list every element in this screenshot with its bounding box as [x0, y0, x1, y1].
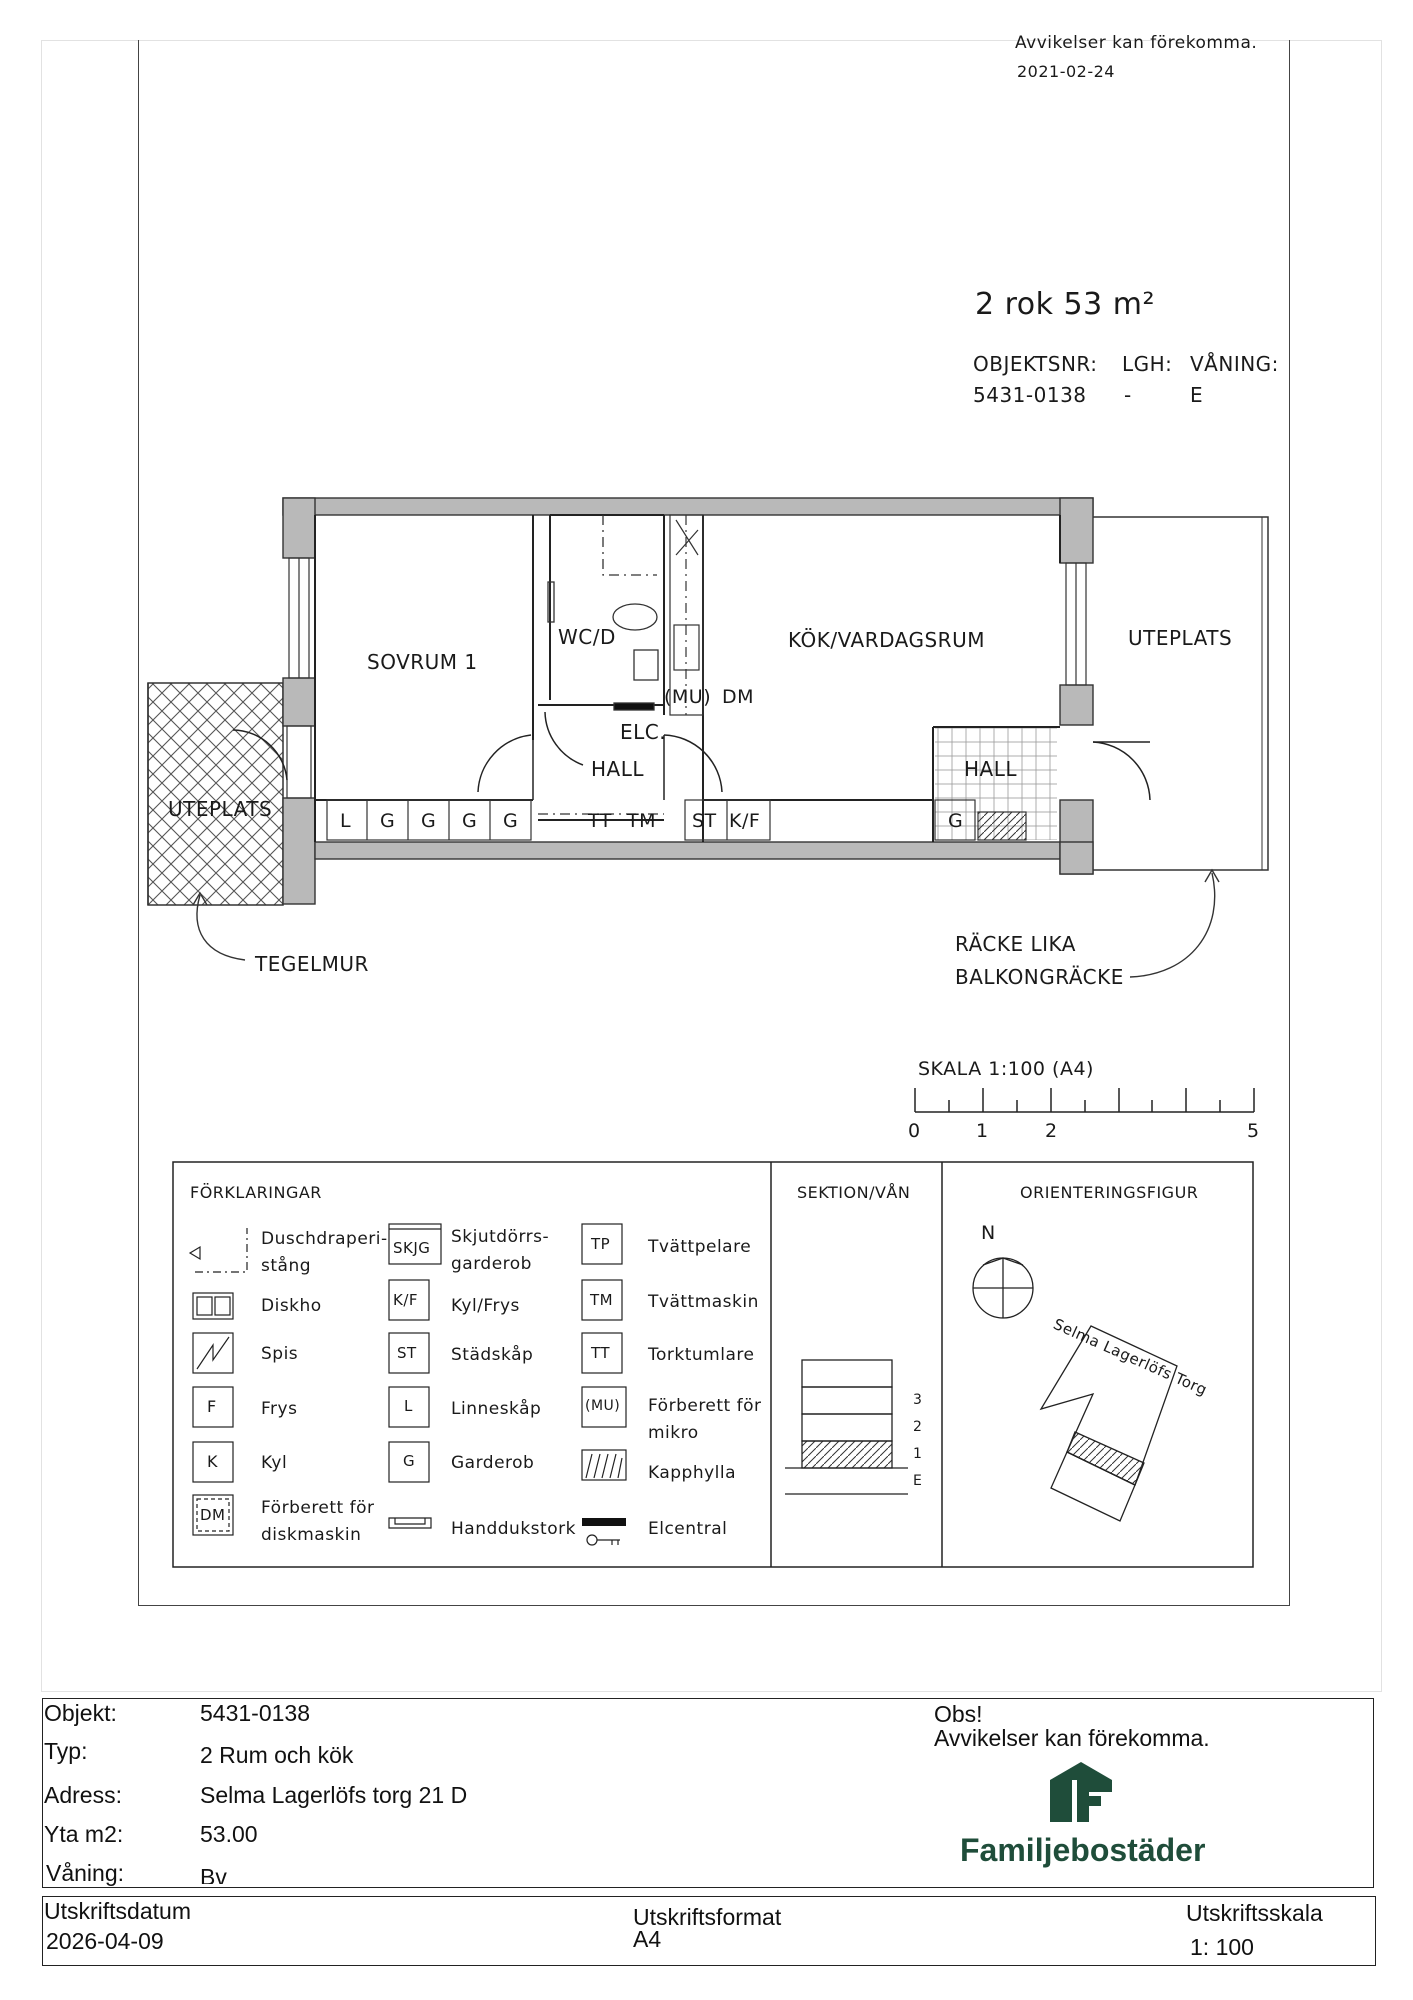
section-floor-3: 3	[913, 1392, 923, 1408]
room-wc: WC/D	[558, 625, 616, 649]
adress-value: Selma Lagerlöfs torg 21 D	[200, 1782, 468, 1808]
scale-tick-0: 0	[908, 1120, 921, 1142]
objekt-label: Objekt:	[44, 1700, 117, 1726]
kitchen-mu: (MU)	[664, 686, 712, 708]
storage-g-5: G	[948, 810, 964, 832]
legend-symbol-skjg: SKJG	[393, 1239, 431, 1257]
annotation-tegelmur: TEGELMUR	[255, 952, 369, 976]
legend-kapphylla: Kapphylla	[648, 1463, 737, 1483]
utskriftsskala-label: Utskriftsskala	[1186, 1900, 1323, 1926]
orientation-north: N	[981, 1222, 996, 1244]
utskriftsdatum-label: Utskriftsdatum	[44, 1898, 191, 1924]
orientation-street: Selma Lagerlöfs Torg	[1050, 1315, 1211, 1400]
utskriftsskala-value: 1: 100	[1190, 1934, 1254, 1960]
utskriftsformat-value: A4	[633, 1926, 662, 1952]
legend-handdukstork: Handdukstork	[451, 1519, 576, 1539]
storage-g-4: G	[503, 810, 519, 832]
legend-skjutdorrs: Skjutdörrs- garderob	[451, 1227, 550, 1274]
room-kok: KÖK/VARDAGSRUM	[788, 628, 985, 652]
legend-symbol-k: K	[207, 1452, 218, 1471]
legend-symbol-mu: (MU)	[585, 1398, 621, 1414]
legend-symbol-dm: DM	[200, 1506, 226, 1524]
section-floor-2: 2	[913, 1419, 923, 1435]
lgh-label: LGH:	[1122, 352, 1173, 376]
vaning-info-label: Våning:	[46, 1860, 125, 1886]
room-hall-center: HALL	[591, 757, 645, 781]
legend-elcentral: Elcentral	[648, 1519, 728, 1539]
obs-text: Avvikelser kan förekomma.	[934, 1725, 1210, 1751]
legend-spis: Spis	[261, 1344, 299, 1364]
storage-kf: K/F	[729, 810, 761, 832]
legend-diskho: Diskho	[261, 1296, 322, 1316]
room-elc: ELC.	[620, 720, 667, 744]
storage-tm: TM	[627, 810, 656, 832]
storage-g-3: G	[462, 810, 478, 832]
yta-value: 53.00	[200, 1821, 258, 1847]
scale-title: SKALA 1:100 (A4)	[918, 1058, 1094, 1080]
legend-symbol-tp: TP	[591, 1235, 611, 1253]
legend-symbol-tt: TT	[591, 1344, 611, 1362]
objekt-value: 5431-0138	[200, 1700, 310, 1726]
drawing-date: 2021-02-24	[1017, 62, 1115, 81]
typ-label: Typ:	[44, 1738, 88, 1764]
storage-tt: TT	[588, 810, 612, 832]
vaning-info-value: Bv	[200, 1864, 227, 1884]
utskriftsdatum-value: 2026-04-09	[46, 1928, 164, 1954]
section-floor-e: E	[913, 1473, 923, 1489]
legend-tvattpelare: Tvättpelare	[648, 1237, 752, 1257]
objektsnr-value: 5431-0138	[973, 383, 1087, 407]
yta-label: Yta m2:	[44, 1821, 124, 1847]
legend-garderob: Garderob	[451, 1453, 535, 1473]
adress-label: Adress:	[44, 1782, 122, 1808]
annotation-racke-2: BALKONGRÄCKE	[955, 965, 1124, 989]
legend-symbol-st: ST	[397, 1344, 417, 1362]
storage-l: L	[340, 810, 352, 832]
typ-value: 2 Rum och kök	[200, 1742, 354, 1768]
legend-symbol-tm: TM	[590, 1291, 614, 1309]
legend-tvattmaskin: Tvättmaskin	[648, 1292, 759, 1312]
legend-symbol-g: G	[403, 1452, 416, 1470]
legend-kyl: Kyl	[261, 1453, 288, 1473]
vaning-label: VÅNING:	[1190, 352, 1279, 376]
legend-duschdraperi: Duschdraperi- stång	[261, 1229, 388, 1276]
scale-tick-1: 1	[976, 1120, 989, 1142]
legend-title: FÖRKLARINGAR	[190, 1183, 322, 1202]
storage-g-2: G	[421, 810, 437, 832]
lgh-value: -	[1124, 383, 1132, 407]
storage-g-1: G	[380, 810, 396, 832]
brand-name: Familjebostäder	[960, 1832, 1206, 1868]
orientation-title: ORIENTERINGSFIGUR	[1020, 1183, 1199, 1202]
room-sovrum: SOVRUM 1	[367, 650, 478, 674]
storage-st: ST	[692, 810, 717, 832]
legend-torktumlare: Torktumlare	[648, 1345, 755, 1365]
section-title: SEKTION/VÅN	[797, 1183, 911, 1202]
utskriftsformat-label: Utskriftsformat	[633, 1904, 782, 1930]
scale-tick-5: 5	[1247, 1120, 1260, 1142]
legend-mikro: Förberett för mikro	[648, 1396, 762, 1443]
legend-kylfrys: Kyl/Frys	[451, 1296, 520, 1316]
room-uteplats-right: UTEPLATS	[1128, 626, 1233, 650]
room-uteplats-left: UTEPLATS	[168, 797, 273, 821]
obs-title: Obs!	[934, 1701, 983, 1727]
kitchen-dm: DM	[722, 686, 755, 708]
legend-frys: Frys	[261, 1399, 298, 1419]
scale-tick-2: 2	[1045, 1120, 1058, 1142]
objektsnr-label: OBJEKTSNR:	[973, 352, 1098, 376]
apartment-title: 2 rok 53 m²	[975, 287, 1156, 322]
notice-partial: Avvikelser kan förekomma.	[1015, 33, 1258, 53]
familjebostader-logo-icon	[1050, 1762, 1112, 1824]
legend-symbol-kf: K/F	[393, 1291, 419, 1309]
annotation-racke-1: RÄCKE LIKA	[955, 932, 1076, 956]
legend-symbol-l: L	[404, 1397, 413, 1415]
legend-linneskap: Linneskåp	[451, 1399, 542, 1419]
legend-diskmaskin: Förberett för diskmaskin	[261, 1498, 375, 1545]
legend-stadskap: Städskåp	[451, 1345, 534, 1365]
room-hall-right: HALL	[964, 757, 1018, 781]
legend-symbol-f: F	[207, 1397, 217, 1416]
vaning-value: E	[1190, 383, 1204, 407]
section-floor-1: 1	[913, 1446, 923, 1462]
